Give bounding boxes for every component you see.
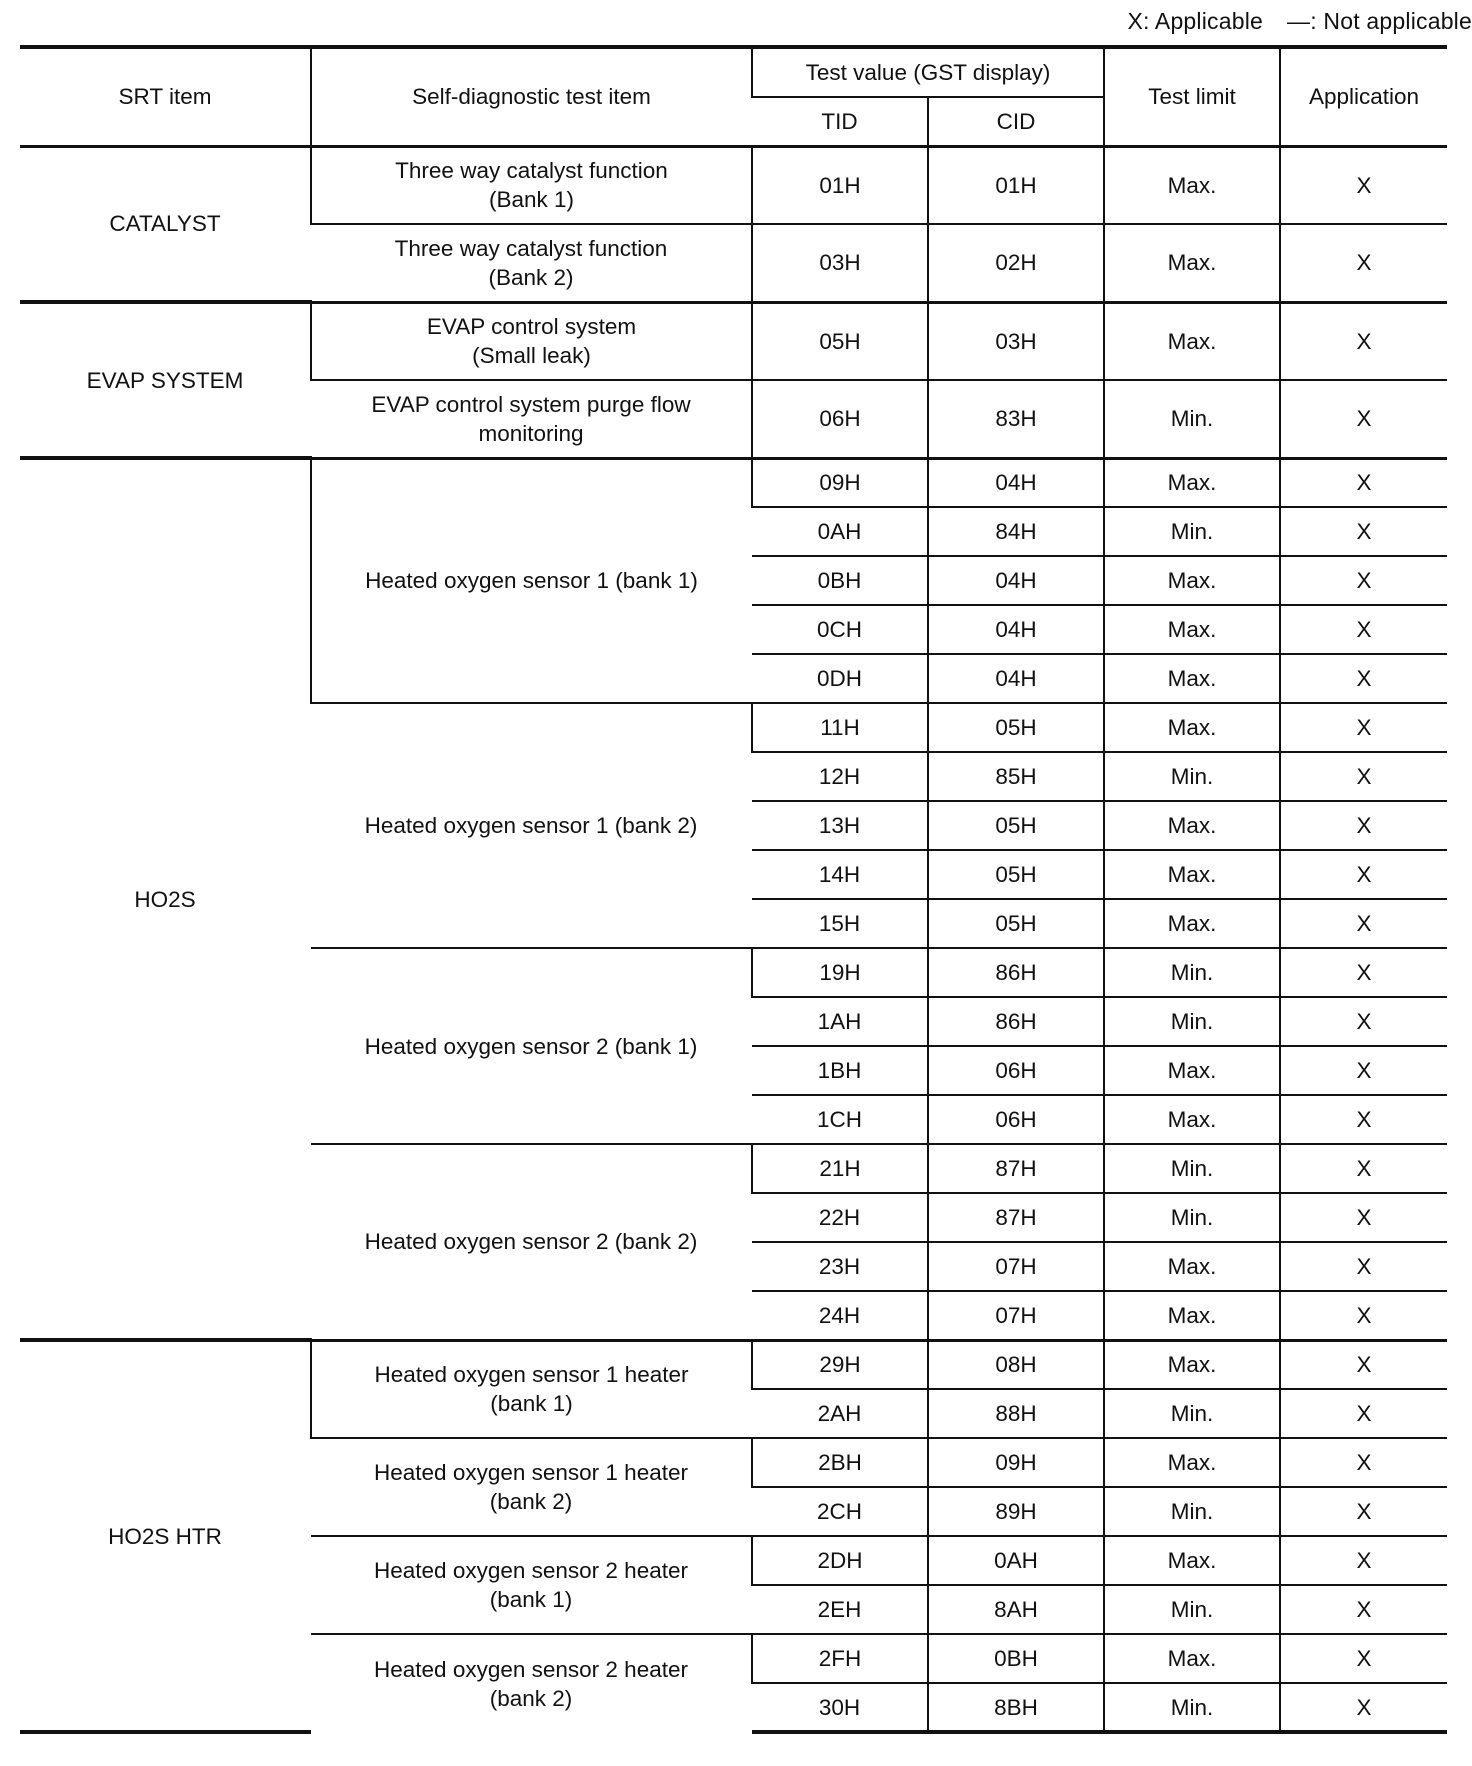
table-row (20, 1340, 1447, 1389)
tid-cell: 22H (752, 1193, 928, 1242)
test-limit-cell: Min. (1104, 1487, 1280, 1536)
test-limit-cell: Max. (1104, 302, 1280, 380)
legend (1127, 8, 1472, 35)
tid-cell: 19H (752, 948, 928, 997)
test-limit-cell: Max. (1104, 1536, 1280, 1585)
test-limit-cell: Max. (1104, 458, 1280, 507)
srt-item-cell: HO2S (20, 458, 311, 1340)
application-cell: X (1280, 997, 1447, 1046)
test-limit-cell: Max. (1104, 224, 1280, 302)
test-limit-cell: Max. (1104, 703, 1280, 752)
header-test-limit: Test limit (1104, 47, 1280, 146)
self-diagnostic-item-cell: EVAP control system purge flow monitoring (311, 380, 752, 458)
self-diagnostic-item-cell: Heated oxygen sensor 2 (bank 2) (311, 1144, 752, 1340)
tid-cell: 2BH (752, 1438, 928, 1487)
cid-cell: 04H (928, 605, 1104, 654)
self-diagnostic-item-cell: Three way catalyst function (Bank 2) (311, 224, 752, 302)
tid-cell: 0CH (752, 605, 928, 654)
self-diagnostic-item-cell: Heated oxygen sensor 1 heater (bank 2) (311, 1438, 752, 1536)
test-limit-cell: Max. (1104, 1046, 1280, 1095)
table-row (20, 302, 1447, 380)
cid-cell: 01H (928, 146, 1104, 224)
test-limit-cell: Max. (1104, 1340, 1280, 1389)
tid-cell: 24H (752, 1291, 928, 1340)
cid-cell: 84H (928, 507, 1104, 556)
cid-cell: 89H (928, 1487, 1104, 1536)
cid-cell: 0AH (928, 1536, 1104, 1585)
tid-cell: 06H (752, 380, 928, 458)
test-limit-cell: Max. (1104, 1438, 1280, 1487)
application-cell: X (1280, 1046, 1447, 1095)
application-cell: X (1280, 302, 1447, 380)
header-tid: TID (752, 97, 928, 146)
test-limit-cell: Min. (1104, 752, 1280, 801)
tid-cell: 2AH (752, 1389, 928, 1438)
tid-cell: 01H (752, 146, 928, 224)
legend-not-applicable: —: Not applicable (1287, 8, 1472, 34)
application-cell: X (1280, 654, 1447, 703)
self-diagnostic-item-cell: Three way catalyst function (Bank 1) (311, 146, 752, 224)
test-limit-cell: Min. (1104, 507, 1280, 556)
application-cell: X (1280, 1144, 1447, 1193)
cid-cell: 02H (928, 224, 1104, 302)
test-limit-cell: Min. (1104, 997, 1280, 1046)
tid-cell: 09H (752, 458, 928, 507)
test-limit-cell: Max. (1104, 850, 1280, 899)
test-limit-cell: Max. (1104, 654, 1280, 703)
test-limit-cell: Min. (1104, 948, 1280, 997)
srt-item-cell: HO2S HTR (20, 1340, 311, 1732)
self-diagnostic-item-cell: Heated oxygen sensor 2 (bank 1) (311, 948, 752, 1144)
cid-cell: 04H (928, 654, 1104, 703)
tid-cell: 23H (752, 1242, 928, 1291)
application-cell: X (1280, 1634, 1447, 1683)
application-cell: X (1280, 1683, 1447, 1732)
application-cell: X (1280, 850, 1447, 899)
cid-cell: 8BH (928, 1683, 1104, 1732)
self-diagnostic-item-cell: Heated oxygen sensor 1 heater (bank 1) (311, 1340, 752, 1438)
application-cell: X (1280, 1389, 1447, 1438)
tid-cell: 03H (752, 224, 928, 302)
cid-cell: 09H (928, 1438, 1104, 1487)
application-cell: X (1280, 1291, 1447, 1340)
tid-cell: 29H (752, 1340, 928, 1389)
tid-cell: 30H (752, 1683, 928, 1732)
application-cell: X (1280, 380, 1447, 458)
application-cell: X (1280, 1585, 1447, 1634)
test-limit-cell: Max. (1104, 1242, 1280, 1291)
test-limit-cell: Min. (1104, 1585, 1280, 1634)
test-limit-cell: Max. (1104, 1291, 1280, 1340)
tid-cell: 14H (752, 850, 928, 899)
application-cell: X (1280, 1242, 1447, 1291)
application-cell: X (1280, 1193, 1447, 1242)
header-test-value: Test value (GST display) (752, 47, 1104, 97)
tid-cell: 05H (752, 302, 928, 380)
self-diagnostic-item-cell: Heated oxygen sensor 1 (bank 2) (311, 703, 752, 948)
cid-cell: 06H (928, 1095, 1104, 1144)
application-cell: X (1280, 605, 1447, 654)
application-cell: X (1280, 1487, 1447, 1536)
cid-cell: 07H (928, 1242, 1104, 1291)
test-limit-cell: Max. (1104, 1634, 1280, 1683)
table-header (20, 47, 1447, 146)
cid-cell: 87H (928, 1193, 1104, 1242)
table-row (20, 458, 1447, 507)
application-cell: X (1280, 1340, 1447, 1389)
tid-cell: 12H (752, 752, 928, 801)
cid-cell: 86H (928, 948, 1104, 997)
tid-cell: 0DH (752, 654, 928, 703)
self-diagnostic-item-cell: Heated oxygen sensor 2 heater (bank 1) (311, 1536, 752, 1634)
tid-cell: 21H (752, 1144, 928, 1193)
tid-cell: 13H (752, 801, 928, 850)
table-row (20, 146, 1447, 224)
tid-cell: 0BH (752, 556, 928, 605)
table-body (20, 146, 1447, 1732)
cid-cell: 04H (928, 458, 1104, 507)
test-limit-cell: Max. (1104, 146, 1280, 224)
cid-cell: 8AH (928, 1585, 1104, 1634)
tid-cell: 2CH (752, 1487, 928, 1536)
application-cell: X (1280, 948, 1447, 997)
tid-cell: 2EH (752, 1585, 928, 1634)
header-srt-item: SRT item (20, 47, 311, 146)
test-limit-cell: Min. (1104, 1144, 1280, 1193)
tid-cell: 0AH (752, 507, 928, 556)
self-diagnostic-item-cell: Heated oxygen sensor 1 (bank 1) (311, 458, 752, 703)
cid-cell: 06H (928, 1046, 1104, 1095)
tid-cell: 1BH (752, 1046, 928, 1095)
tid-cell: 1CH (752, 1095, 928, 1144)
cid-cell: 03H (928, 302, 1104, 380)
cid-cell: 88H (928, 1389, 1104, 1438)
cid-cell: 85H (928, 752, 1104, 801)
cid-cell: 04H (928, 556, 1104, 605)
application-cell: X (1280, 1095, 1447, 1144)
cid-cell: 86H (928, 997, 1104, 1046)
application-cell: X (1280, 146, 1447, 224)
tid-cell: 1AH (752, 997, 928, 1046)
self-diagnostic-item-cell: EVAP control system (Small leak) (311, 302, 752, 380)
tid-cell: 15H (752, 899, 928, 948)
srt-item-cell: EVAP SYSTEM (20, 302, 311, 458)
cid-cell: 83H (928, 380, 1104, 458)
application-cell: X (1280, 458, 1447, 507)
application-cell: X (1280, 1536, 1447, 1585)
srt-table (20, 45, 1447, 1734)
application-cell: X (1280, 507, 1447, 556)
application-cell: X (1280, 801, 1447, 850)
cid-cell: 05H (928, 850, 1104, 899)
header-cid: CID (928, 97, 1104, 146)
test-limit-cell: Min. (1104, 1389, 1280, 1438)
test-limit-cell: Max. (1104, 899, 1280, 948)
tid-cell: 11H (752, 703, 928, 752)
cid-cell: 08H (928, 1340, 1104, 1389)
header-self-diagnostic-test-item: Self-diagnostic test item (311, 47, 752, 146)
test-limit-cell: Min. (1104, 1683, 1280, 1732)
test-limit-cell: Max. (1104, 1095, 1280, 1144)
test-limit-cell: Min. (1104, 380, 1280, 458)
application-cell: X (1280, 224, 1447, 302)
application-cell: X (1280, 703, 1447, 752)
cid-cell: 05H (928, 899, 1104, 948)
header-application: Application (1280, 47, 1447, 146)
test-limit-cell: Max. (1104, 801, 1280, 850)
srt-item-cell: CATALYST (20, 146, 311, 302)
application-cell: X (1280, 752, 1447, 801)
self-diagnostic-item-cell: Heated oxygen sensor 2 heater (bank 2) (311, 1634, 752, 1732)
legend-applicable: X: Applicable (1127, 8, 1264, 34)
test-limit-cell: Max. (1104, 556, 1280, 605)
cid-cell: 05H (928, 801, 1104, 850)
application-cell: X (1280, 899, 1447, 948)
cid-cell: 07H (928, 1291, 1104, 1340)
test-limit-cell: Min. (1104, 1193, 1280, 1242)
application-cell: X (1280, 556, 1447, 605)
cid-cell: 05H (928, 703, 1104, 752)
tid-cell: 2FH (752, 1634, 928, 1683)
cid-cell: 0BH (928, 1634, 1104, 1683)
cid-cell: 87H (928, 1144, 1104, 1193)
application-cell: X (1280, 1438, 1447, 1487)
test-limit-cell: Max. (1104, 605, 1280, 654)
tid-cell: 2DH (752, 1536, 928, 1585)
